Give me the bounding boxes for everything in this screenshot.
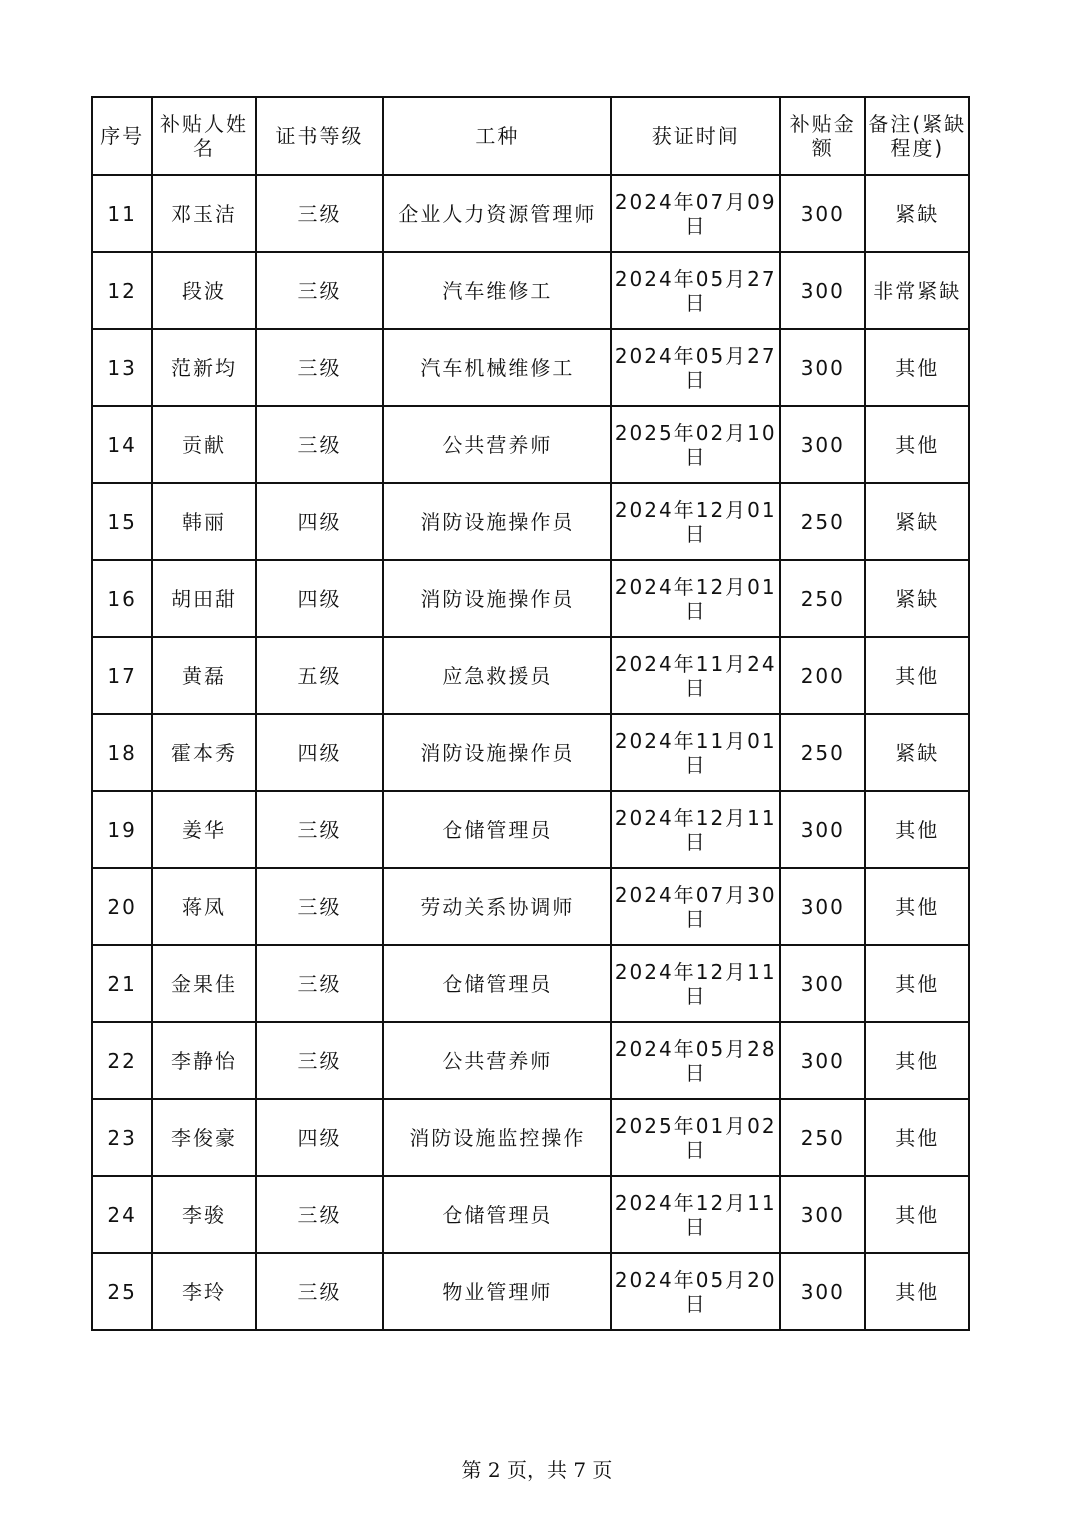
cell-level: 四级 [256, 714, 384, 791]
cell-date: 2024年07月09日 [611, 175, 780, 252]
cell-date: 2024年12月01日 [611, 560, 780, 637]
cell-note: 其他 [865, 1099, 969, 1176]
table-row [92, 1099, 969, 1176]
cell-trade: 消防设施操作员 [383, 714, 611, 791]
table-row [92, 483, 969, 560]
cell-date: 2025年02月10日 [611, 406, 780, 483]
cell-level: 五级 [256, 637, 384, 714]
cell-trade: 汽车维修工 [383, 252, 611, 329]
cell-note: 其他 [865, 1022, 969, 1099]
cell-note: 其他 [865, 637, 969, 714]
cell-note: 紧缺 [865, 560, 969, 637]
cell-level: 四级 [256, 483, 384, 560]
cell-amount: 200 [780, 637, 865, 714]
cell-seq: 11 [92, 175, 152, 252]
cell-amount: 300 [780, 329, 865, 406]
table-row [92, 252, 969, 329]
cell-seq: 25 [92, 1253, 152, 1330]
table-row [92, 175, 969, 252]
cell-date: 2024年05月27日 [611, 252, 780, 329]
cell-level: 四级 [256, 1099, 384, 1176]
table-header [92, 97, 969, 175]
table-row [92, 1176, 969, 1253]
cell-level: 三级 [256, 791, 384, 868]
cell-level: 三级 [256, 1022, 384, 1099]
cell-amount: 300 [780, 868, 865, 945]
cell-level: 三级 [256, 406, 384, 483]
cell-seq: 20 [92, 868, 152, 945]
cell-seq: 12 [92, 252, 152, 329]
cell-name: 李玲 [152, 1253, 255, 1330]
cell-date: 2024年11月24日 [611, 637, 780, 714]
cell-name: 金果佳 [152, 945, 255, 1022]
cell-name: 贡献 [152, 406, 255, 483]
cell-seq: 21 [92, 945, 152, 1022]
cell-date: 2024年11月01日 [611, 714, 780, 791]
cell-amount: 250 [780, 714, 865, 791]
cell-note: 紧缺 [865, 483, 969, 560]
cell-trade: 公共营养师 [383, 1022, 611, 1099]
cell-trade: 应急救援员 [383, 637, 611, 714]
cell-trade: 消防设施操作员 [383, 483, 611, 560]
cell-date: 2024年12月11日 [611, 945, 780, 1022]
header-name: 补贴人姓名 [152, 97, 255, 175]
cell-note: 其他 [865, 1176, 969, 1253]
cell-date: 2024年05月27日 [611, 329, 780, 406]
header-note: 备注(紧缺程度) [865, 97, 969, 175]
cell-name: 范新均 [152, 329, 255, 406]
header-amount: 补贴金额 [780, 97, 865, 175]
cell-trade: 物业管理师 [383, 1253, 611, 1330]
header-seq: 序号 [92, 97, 152, 175]
cell-amount: 300 [780, 1022, 865, 1099]
cell-seq: 23 [92, 1099, 152, 1176]
cell-date: 2024年12月11日 [611, 1176, 780, 1253]
table-row [92, 1022, 969, 1099]
cell-seq: 15 [92, 483, 152, 560]
cell-note: 紧缺 [865, 175, 969, 252]
cell-level: 三级 [256, 1253, 384, 1330]
cell-amount: 300 [780, 1176, 865, 1253]
table-body [92, 175, 969, 1330]
cell-seq: 24 [92, 1176, 152, 1253]
table-row [92, 791, 969, 868]
table-row [92, 868, 969, 945]
cell-trade: 企业人力资源管理师 [383, 175, 611, 252]
cell-amount: 300 [780, 945, 865, 1022]
cell-date: 2025年01月02日 [611, 1099, 780, 1176]
header-row [92, 97, 969, 175]
cell-amount: 300 [780, 175, 865, 252]
cell-amount: 250 [780, 483, 865, 560]
cell-level: 三级 [256, 252, 384, 329]
cell-amount: 250 [780, 560, 865, 637]
cell-note: 其他 [865, 791, 969, 868]
header-date: 获证时间 [611, 97, 780, 175]
cell-name: 蒋凤 [152, 868, 255, 945]
cell-name: 霍本秀 [152, 714, 255, 791]
cell-seq: 13 [92, 329, 152, 406]
cell-level: 三级 [256, 1176, 384, 1253]
cell-amount: 300 [780, 252, 865, 329]
cell-level: 三级 [256, 945, 384, 1022]
cell-date: 2024年12月01日 [611, 483, 780, 560]
cell-seq: 17 [92, 637, 152, 714]
cell-name: 李静怡 [152, 1022, 255, 1099]
header-trade: 工种 [383, 97, 611, 175]
cell-note: 其他 [865, 406, 969, 483]
table-row [92, 560, 969, 637]
cell-name: 黄磊 [152, 637, 255, 714]
cell-seq: 22 [92, 1022, 152, 1099]
cell-trade: 消防设施操作员 [383, 560, 611, 637]
cell-date: 2024年12月11日 [611, 791, 780, 868]
cell-date: 2024年07月30日 [611, 868, 780, 945]
table-row [92, 637, 969, 714]
cell-note: 其他 [865, 868, 969, 945]
cell-name: 姜华 [152, 791, 255, 868]
cell-amount: 300 [780, 406, 865, 483]
cell-name: 胡田甜 [152, 560, 255, 637]
cell-level: 三级 [256, 175, 384, 252]
cell-name: 李骏 [152, 1176, 255, 1253]
cell-seq: 19 [92, 791, 152, 868]
cell-trade: 消防设施监控操作 [383, 1099, 611, 1176]
subsidy-table [91, 96, 970, 1331]
cell-trade: 汽车机械维修工 [383, 329, 611, 406]
cell-note: 紧缺 [865, 714, 969, 791]
cell-trade: 仓储管理员 [383, 945, 611, 1022]
cell-trade: 仓储管理员 [383, 1176, 611, 1253]
cell-amount: 300 [780, 791, 865, 868]
cell-date: 2024年05月20日 [611, 1253, 780, 1330]
cell-name: 李俊豪 [152, 1099, 255, 1176]
header-level: 证书等级 [256, 97, 384, 175]
cell-trade: 劳动关系协调师 [383, 868, 611, 945]
table-row [92, 329, 969, 406]
cell-amount: 250 [780, 1099, 865, 1176]
cell-level: 三级 [256, 868, 384, 945]
cell-seq: 16 [92, 560, 152, 637]
cell-note: 其他 [865, 945, 969, 1022]
page-number: 第 2 页，共 7 页 [461, 1458, 613, 1482]
cell-seq: 18 [92, 714, 152, 791]
cell-seq: 14 [92, 406, 152, 483]
cell-note: 非常紧缺 [865, 252, 969, 329]
cell-date: 2024年05月28日 [611, 1022, 780, 1099]
cell-amount: 300 [780, 1253, 865, 1330]
cell-level: 四级 [256, 560, 384, 637]
table-row [92, 406, 969, 483]
table-row [92, 945, 969, 1022]
table-row [92, 1253, 969, 1330]
cell-name: 韩丽 [152, 483, 255, 560]
cell-name: 邓玉洁 [152, 175, 255, 252]
cell-note: 其他 [865, 329, 969, 406]
cell-name: 段波 [152, 252, 255, 329]
cell-level: 三级 [256, 329, 384, 406]
cell-trade: 仓储管理员 [383, 791, 611, 868]
cell-trade: 公共营养师 [383, 406, 611, 483]
table-row [92, 714, 969, 791]
cell-note: 其他 [865, 1253, 969, 1330]
